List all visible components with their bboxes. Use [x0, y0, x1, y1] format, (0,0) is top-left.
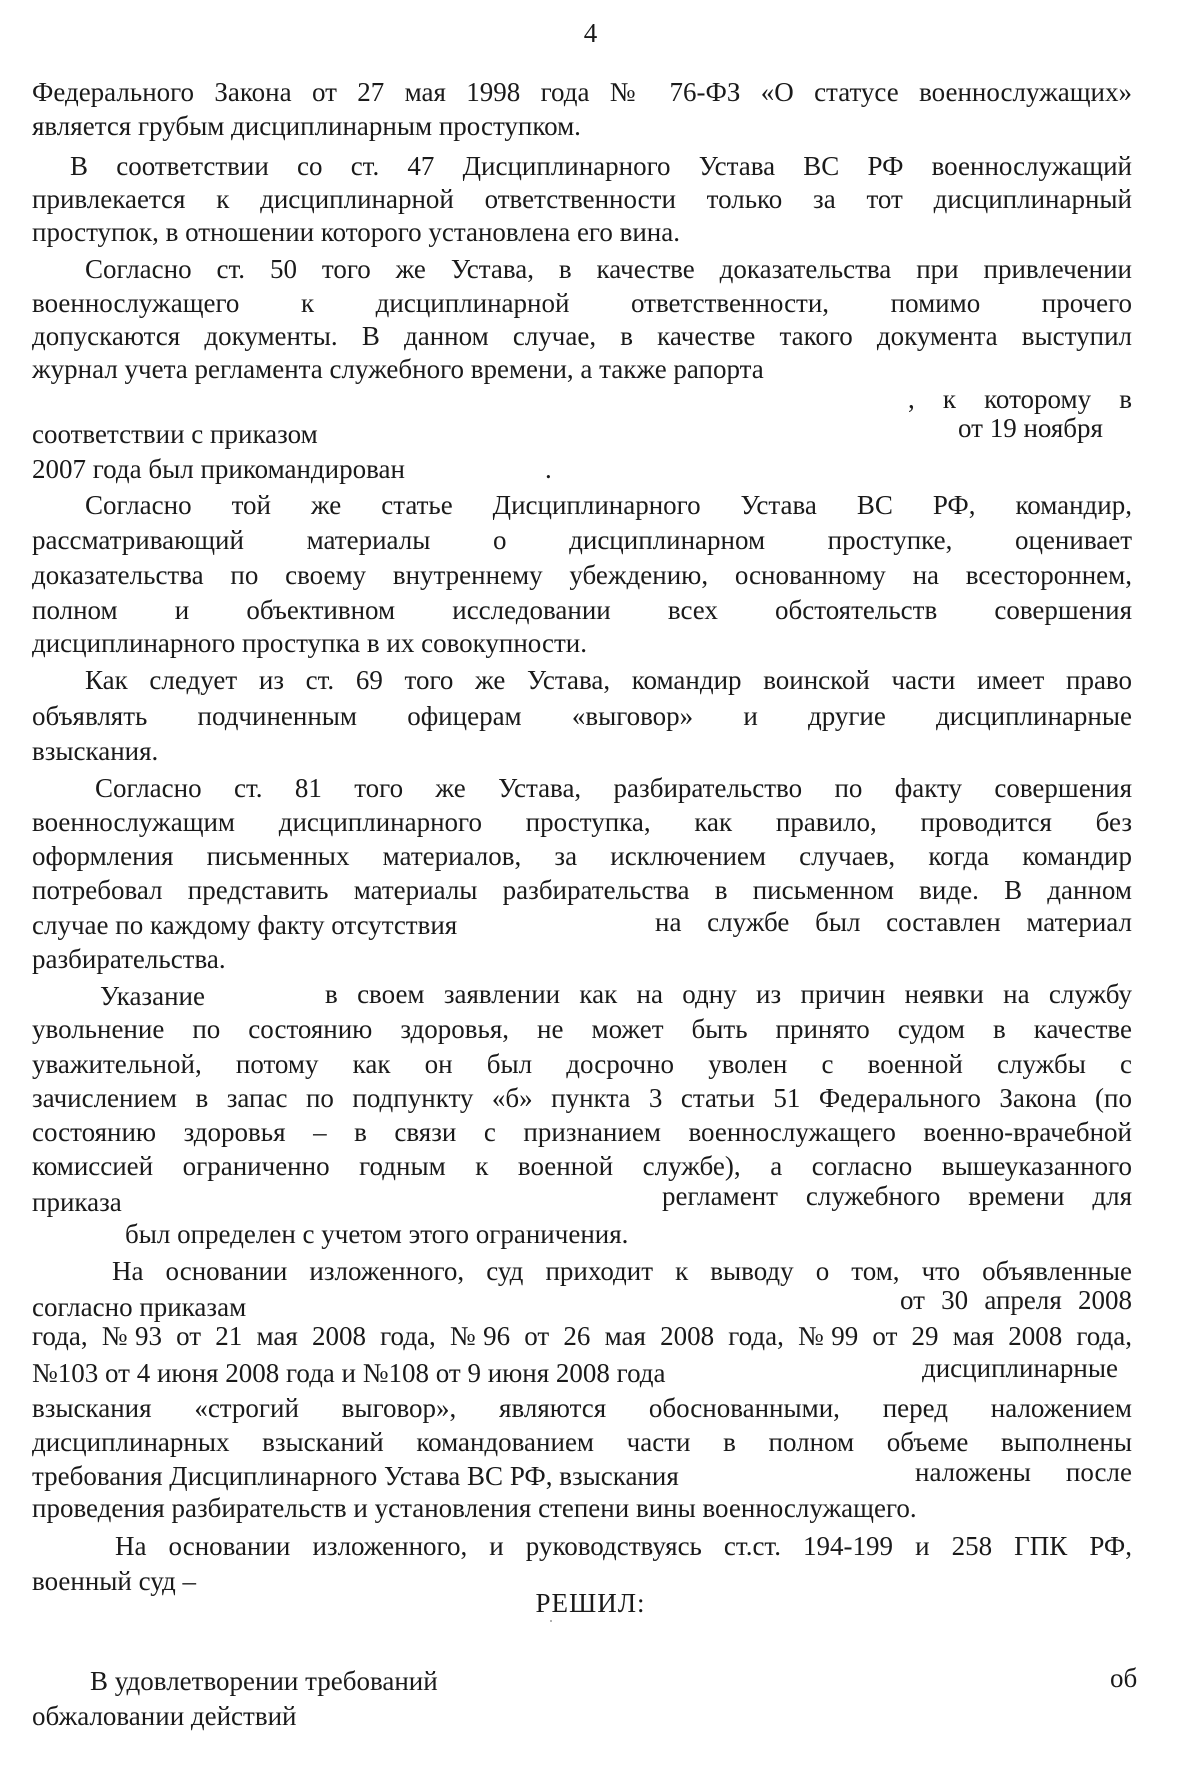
text-line: На основании изложенного, и руководствуясь ст.ст. 194-199 и 258 ГПК РФ, — [115, 1531, 1132, 1561]
text-line: приказа — [32, 1187, 122, 1217]
text-line: военный суд – — [32, 1566, 197, 1596]
text-line: на службе был составлен материал — [655, 907, 1132, 937]
text-line: зачислением в запас по подпункту «б» пункта 3 статьи 51 Федерального Закона (по — [32, 1083, 1132, 1113]
text-line: обжаловании действий — [32, 1701, 297, 1731]
page-number: 4 — [583, 18, 598, 48]
text-line: взыскания «строгий выговор», являются обоснованными, перед наложением — [32, 1393, 1132, 1423]
text-line: , к которому в — [908, 384, 1132, 414]
text-line: привлекается к дисциплинарной ответственности только за тот дисциплинарный — [32, 184, 1132, 214]
text-line: от 30 апреля 2008 — [900, 1285, 1132, 1315]
text-line: Федерального Закона от 27 мая 1998 года № 76-ФЗ «О статусе военнослужащих» — [32, 77, 1132, 107]
text-line: Согласно ст. 50 того же Устава, в качестве доказательства при привлечении — [85, 254, 1132, 284]
text-line: взыскания. — [32, 736, 159, 766]
text-line: полном и объективном исследовании всех обстоятельств совершения — [32, 595, 1132, 625]
text-line: согласно приказам — [32, 1292, 247, 1322]
text-line: наложены после — [915, 1457, 1132, 1487]
text-line: потребовал представить материалы разбирательства в письменном виде. В данном — [32, 875, 1132, 905]
text-line: дисциплинарного проступка в их совокупности. — [32, 628, 587, 658]
text-line: 2007 года был прикомандирован — [32, 454, 405, 484]
text-line: увольнение по состоянию здоровья, не может быть принято судом в качестве — [32, 1014, 1132, 1044]
scan-speck — [550, 1620, 552, 1622]
text-line: рассматривающий материалы о дисциплинарном проступке, оценивает — [32, 525, 1132, 555]
text-line: военнослужащим дисциплинарного проступка, как правило, проводится без — [32, 807, 1132, 837]
text-line: военнослужащего к дисциплинарной ответственности, помимо прочего — [32, 288, 1132, 318]
text-line: проступок, в отношении которого установлена его вина. — [32, 217, 680, 247]
text-line: проведения разбирательств и установления степени вины военнослужащего. — [32, 1493, 917, 1523]
text-line: регламент служебного времени для — [662, 1181, 1132, 1211]
text-line: в своем заявлении как на одну из причин неявки на службу — [325, 979, 1132, 1009]
text-line: допускаются документы. В данном случае, в качестве такого документа выступил — [32, 321, 1132, 351]
text-line: оформления письменных материалов, за исключением случаев, когда командир — [32, 841, 1132, 871]
text-line: комиссией ограниченно годным к военной службе), а согласно вышеуказанного — [32, 1151, 1132, 1181]
text-line: состоянию здоровья – в связи с признанием военнослужащего военно-врачебной — [32, 1117, 1132, 1147]
text-line: №103 от 4 июня 2008 года и №108 от 9 июня 2008 года — [32, 1358, 666, 1388]
text-line: дисциплинарные — [922, 1353, 1118, 1383]
text-line: требования Дисциплинарного Устава ВС РФ, взыскания — [32, 1461, 679, 1491]
text-line: Указание — [100, 981, 205, 1011]
text-line: объявлять подчиненным офицерам «выговор» и другие дисциплинарные — [32, 701, 1132, 731]
decision-heading: РЕШИЛ: — [535, 1588, 646, 1618]
text-line: года, №93 от 21 мая 2008 года, №96 от 26 мая 2008 года, №99 от 29 мая 2008 года, — [32, 1321, 1132, 1351]
text-line: На основании изложенного, суд приходит к выводу о том, что объявленные — [112, 1256, 1132, 1286]
text-line: разбирательства. — [32, 944, 226, 974]
text-line: является грубым дисциплинарным проступком. — [32, 111, 581, 141]
text-line: случае по каждому факту отсутствия — [32, 910, 458, 940]
text-line: Согласно ст. 81 того же Устава, разбирательство по факту совершения — [95, 773, 1132, 803]
text-line: об — [1110, 1663, 1138, 1693]
text-line: доказательства по своему внутреннему убеждению, основанному на всестороннем, — [32, 560, 1132, 590]
text-line: Как следует из ст. 69 того же Устава, командир воинской части имеет право — [85, 665, 1132, 695]
text-line: журнал учета регламента служебного времени, а также рапорта — [32, 354, 764, 384]
text-line: был определен с учетом этого ограничения. — [125, 1219, 629, 1249]
text-line: В удовлетворении требований — [90, 1666, 438, 1696]
text-line: В соответствии со ст. 47 Дисциплинарного Устава ВС РФ военнослужащий — [70, 151, 1132, 181]
text-line: Согласно той же статье Дисциплинарного Устава ВС РФ, командир, — [85, 490, 1132, 520]
text-line: уважительной, потому как он был досрочно уволен с военной службы с — [32, 1049, 1132, 1079]
text-line: . — [545, 454, 552, 484]
text-line: от 19 ноября — [958, 413, 1103, 443]
text-line: дисциплинарных взысканий командованием части в полном объеме выполнены — [32, 1427, 1132, 1457]
text-line: соответствии с приказом — [32, 419, 318, 449]
